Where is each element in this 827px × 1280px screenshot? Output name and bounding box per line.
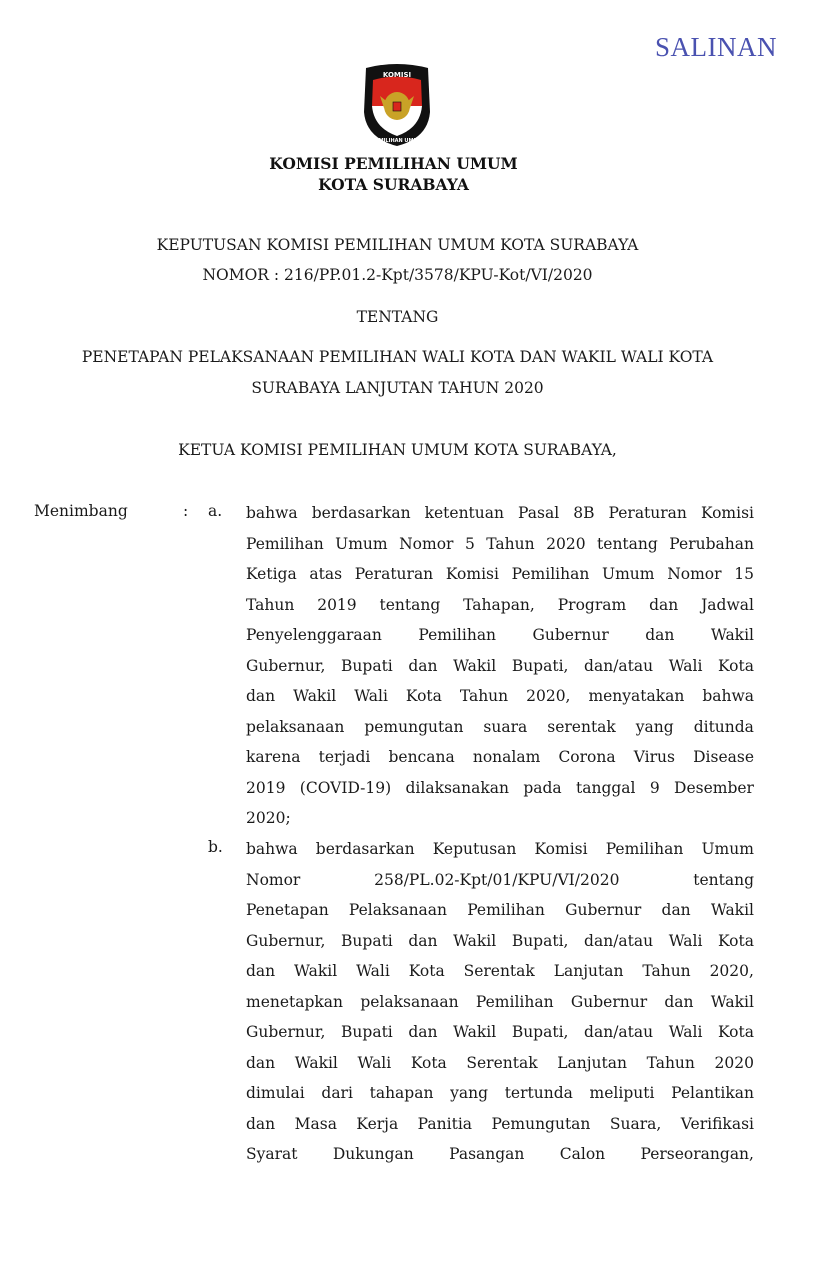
word: nonalam [472,748,541,766]
word: dilaksanakan [405,778,510,797]
word: menetapkan [246,992,344,1011]
word: Nomor [667,565,722,583]
word: dan/atau [584,931,654,950]
item-text-line [246,717,754,737]
word: 2020; [246,809,291,827]
word: Panitia [417,1114,473,1133]
word: 2019 [317,595,357,614]
word: Wali [354,687,388,705]
word: Verifikasi [680,1114,754,1133]
word: Penetapan [246,901,329,919]
word: dan [408,656,438,675]
word: dan [246,1114,276,1133]
word: Pemilihan [475,992,554,1011]
word: Wakil [293,687,337,705]
word: Komisi [700,504,754,522]
word: dan [246,962,276,980]
kpu-logo-icon [360,62,434,148]
word: Wakil [453,656,497,675]
word: Tahun [486,534,535,553]
word: Kota [410,1053,447,1072]
word: Pasal [518,504,560,522]
item-text-line [246,961,754,981]
word: Keputusan [432,840,517,858]
word: bahwa [246,504,298,522]
word: Pemilihan [605,840,684,858]
word: pelaksanaan [246,717,345,736]
word: Gubernur [565,901,642,919]
word: karena [246,748,301,766]
word: berdasarkan [311,504,411,522]
word: Wakil [294,962,338,980]
word: berdasarkan [315,840,415,858]
word: dan/atau [584,656,654,675]
word: Pemilihan [246,534,324,553]
word: Gubernur [570,992,648,1011]
word: Perubahan [669,534,754,553]
word: Kota [405,687,442,705]
word: 258/PL.02-Kpt/01/KPU/VI/2020 [374,870,620,889]
word: Tahun [646,1053,695,1072]
word: Pasangan [449,1145,525,1163]
word: ditunda [693,717,754,736]
word: ketentuan [424,504,504,522]
word: tentang [693,870,754,889]
word: Pemilihan [418,626,497,644]
word: Corona [558,748,616,766]
word: Wali [668,656,703,675]
word: Wakil [453,1023,497,1041]
word: Kota [718,1023,754,1041]
word: atas [309,565,343,583]
considering-label: Menimbang [34,502,128,520]
word: 2020, [709,962,754,980]
word: Bupati, [511,931,569,950]
word: Bupati [341,656,393,675]
word: yang [635,717,674,736]
word: 5 [464,534,475,553]
item-text-line [246,1022,754,1042]
word: Bupati [341,1023,393,1041]
subject-line1: PENETAPAN PELAKSANAAN PEMILIHAN WALI KOTA DAN WAKIL WALI KOTA [81,348,714,366]
word: pelaksanaan [360,992,459,1011]
word: Ketiga [246,565,297,583]
word: Gubernur [532,626,609,644]
word: Serentak [463,962,535,980]
logo-bottom-text: PEMILIHAN UMUM [371,138,423,144]
word: dan [649,595,679,614]
word: Wakil [453,931,497,950]
word: Penyelenggaraan [246,626,382,644]
word: 2020, [526,687,571,705]
word: Pelaksanaan [348,901,448,919]
word: Wali [357,1053,392,1072]
org-name-line1: KOMISI PEMILIHAN UMUM [269,154,518,173]
word: Umum [602,565,655,583]
word: Nomor [246,870,301,889]
word: Komisi [445,565,499,583]
word: Peraturan [608,504,687,522]
item-text-line [246,625,754,645]
word: Perseorangan, [640,1145,754,1163]
word: 15 [734,565,754,583]
word: Kerja [356,1114,399,1133]
salinan-stamp: SALINAN [655,32,777,62]
considering-colon: : [183,502,189,520]
word: Jadwal [701,595,754,614]
word: Tahun [246,595,295,614]
word: meliputi [589,1084,655,1102]
word: bencana [388,748,455,766]
word: Umum [335,534,388,553]
word: Lanjutan [557,1053,627,1072]
word: Bupati, [511,656,569,675]
word: dimulai [246,1084,305,1102]
item-letter: a. [208,502,223,520]
word: Lanjutan [553,962,624,980]
word: tentang [379,595,441,614]
word: Syarat [246,1145,298,1163]
word: pada [523,778,562,797]
word: Bupati [341,931,393,950]
item-text-line [246,808,754,828]
word: 9 [649,778,660,797]
word: Calon [559,1145,606,1163]
word: serentak [547,717,616,736]
word: dan [246,1053,276,1072]
word: (COVID-19) [299,778,392,797]
logo-top-text: KOMISI [382,71,412,79]
word: Wakil [710,626,754,644]
decision-number: NOMOR : 216/PP.01.2-Kpt/3578/KPU-Kot/VI/2020 [202,266,593,284]
word: dan [661,901,691,919]
word: dan [408,1023,438,1041]
word: bahwa [702,687,754,705]
word: tentang [597,534,658,553]
word: Pemungutan [491,1114,591,1133]
word: Wali [668,1023,703,1041]
word: 2020 [546,534,586,553]
word: 2019 [246,778,286,797]
item-text-line [246,1144,754,1164]
word: Wakil [710,992,754,1011]
word: Kota [718,931,754,950]
word: Kota [408,962,445,980]
word: tahapan [369,1084,434,1102]
item-text-line [246,870,754,890]
item-text-line [246,992,754,1012]
word: 8B [573,504,595,522]
item-letter: b. [208,838,223,856]
word: Wali [356,962,390,980]
item-text-line [246,534,754,554]
word: Pelantikan [671,1084,754,1102]
about-label: TENTANG [356,308,439,326]
word: Bupati, [511,1023,569,1041]
word: Virus [633,748,675,766]
word: yang [450,1084,489,1102]
word: Wakil [294,1053,338,1072]
word: Gubernur, [246,1023,326,1041]
word: dan [645,626,675,644]
item-text-line [246,931,754,951]
word: tertunda [504,1084,573,1102]
word: Tahapan, [463,595,535,614]
word: pemungutan [364,717,464,736]
word: Pemilihan [467,901,545,919]
word: terjadi [318,748,371,766]
item-text-line [246,1083,754,1103]
item-text-line [246,686,754,706]
item-text-line [246,656,754,676]
item-text-line [246,595,754,615]
word: bahwa [246,840,298,858]
word: dan [246,687,276,705]
word: Serentak [466,1053,538,1072]
word: dan [664,992,694,1011]
word: suara [483,717,528,736]
word: dan/atau [584,1023,654,1041]
word: Tahun [642,962,691,980]
word: Dukungan [332,1145,414,1163]
subject-line2: SURABAYA LANJUTAN TAHUN 2020 [251,379,544,397]
word: menyatakan [588,687,685,705]
word: Peraturan [354,565,434,583]
item-text-line [246,900,754,920]
word: tanggal [576,778,636,797]
org-name-line2: KOTA SURABAYA [318,175,469,194]
word: dari [321,1084,353,1102]
word: Disease [693,748,754,766]
word: Pemilihan [511,565,590,583]
word: Desember [674,778,754,797]
issuer-line: KETUA KOMISI PEMILIHAN UMUM KOTA SURABAYA, [178,441,617,459]
word: dan [408,931,438,950]
item-text-line [246,839,754,859]
item-text-line [246,747,754,767]
word: Masa [294,1114,337,1133]
word: Gubernur, [246,656,326,675]
decision-title: KEPUTUSAN KOMISI PEMILIHAN UMUM KOTA SURABAYA [156,236,639,254]
item-text-line [246,1114,754,1134]
word: Komisi [534,840,588,858]
word: Program [557,595,627,614]
word: Nomor [399,534,454,553]
word: Gubernur, [246,931,326,950]
item-text-line [246,503,754,523]
item-text-line [246,1053,754,1073]
word: Suara, [609,1114,662,1133]
word: Kota [718,656,754,675]
item-text-line [246,778,754,798]
item-text-line [246,564,754,584]
word: Tahun [459,687,509,705]
word: Umum [701,840,754,858]
word: Wakil [710,901,754,919]
word: 2020 [714,1053,754,1072]
word: Wali [668,931,703,950]
